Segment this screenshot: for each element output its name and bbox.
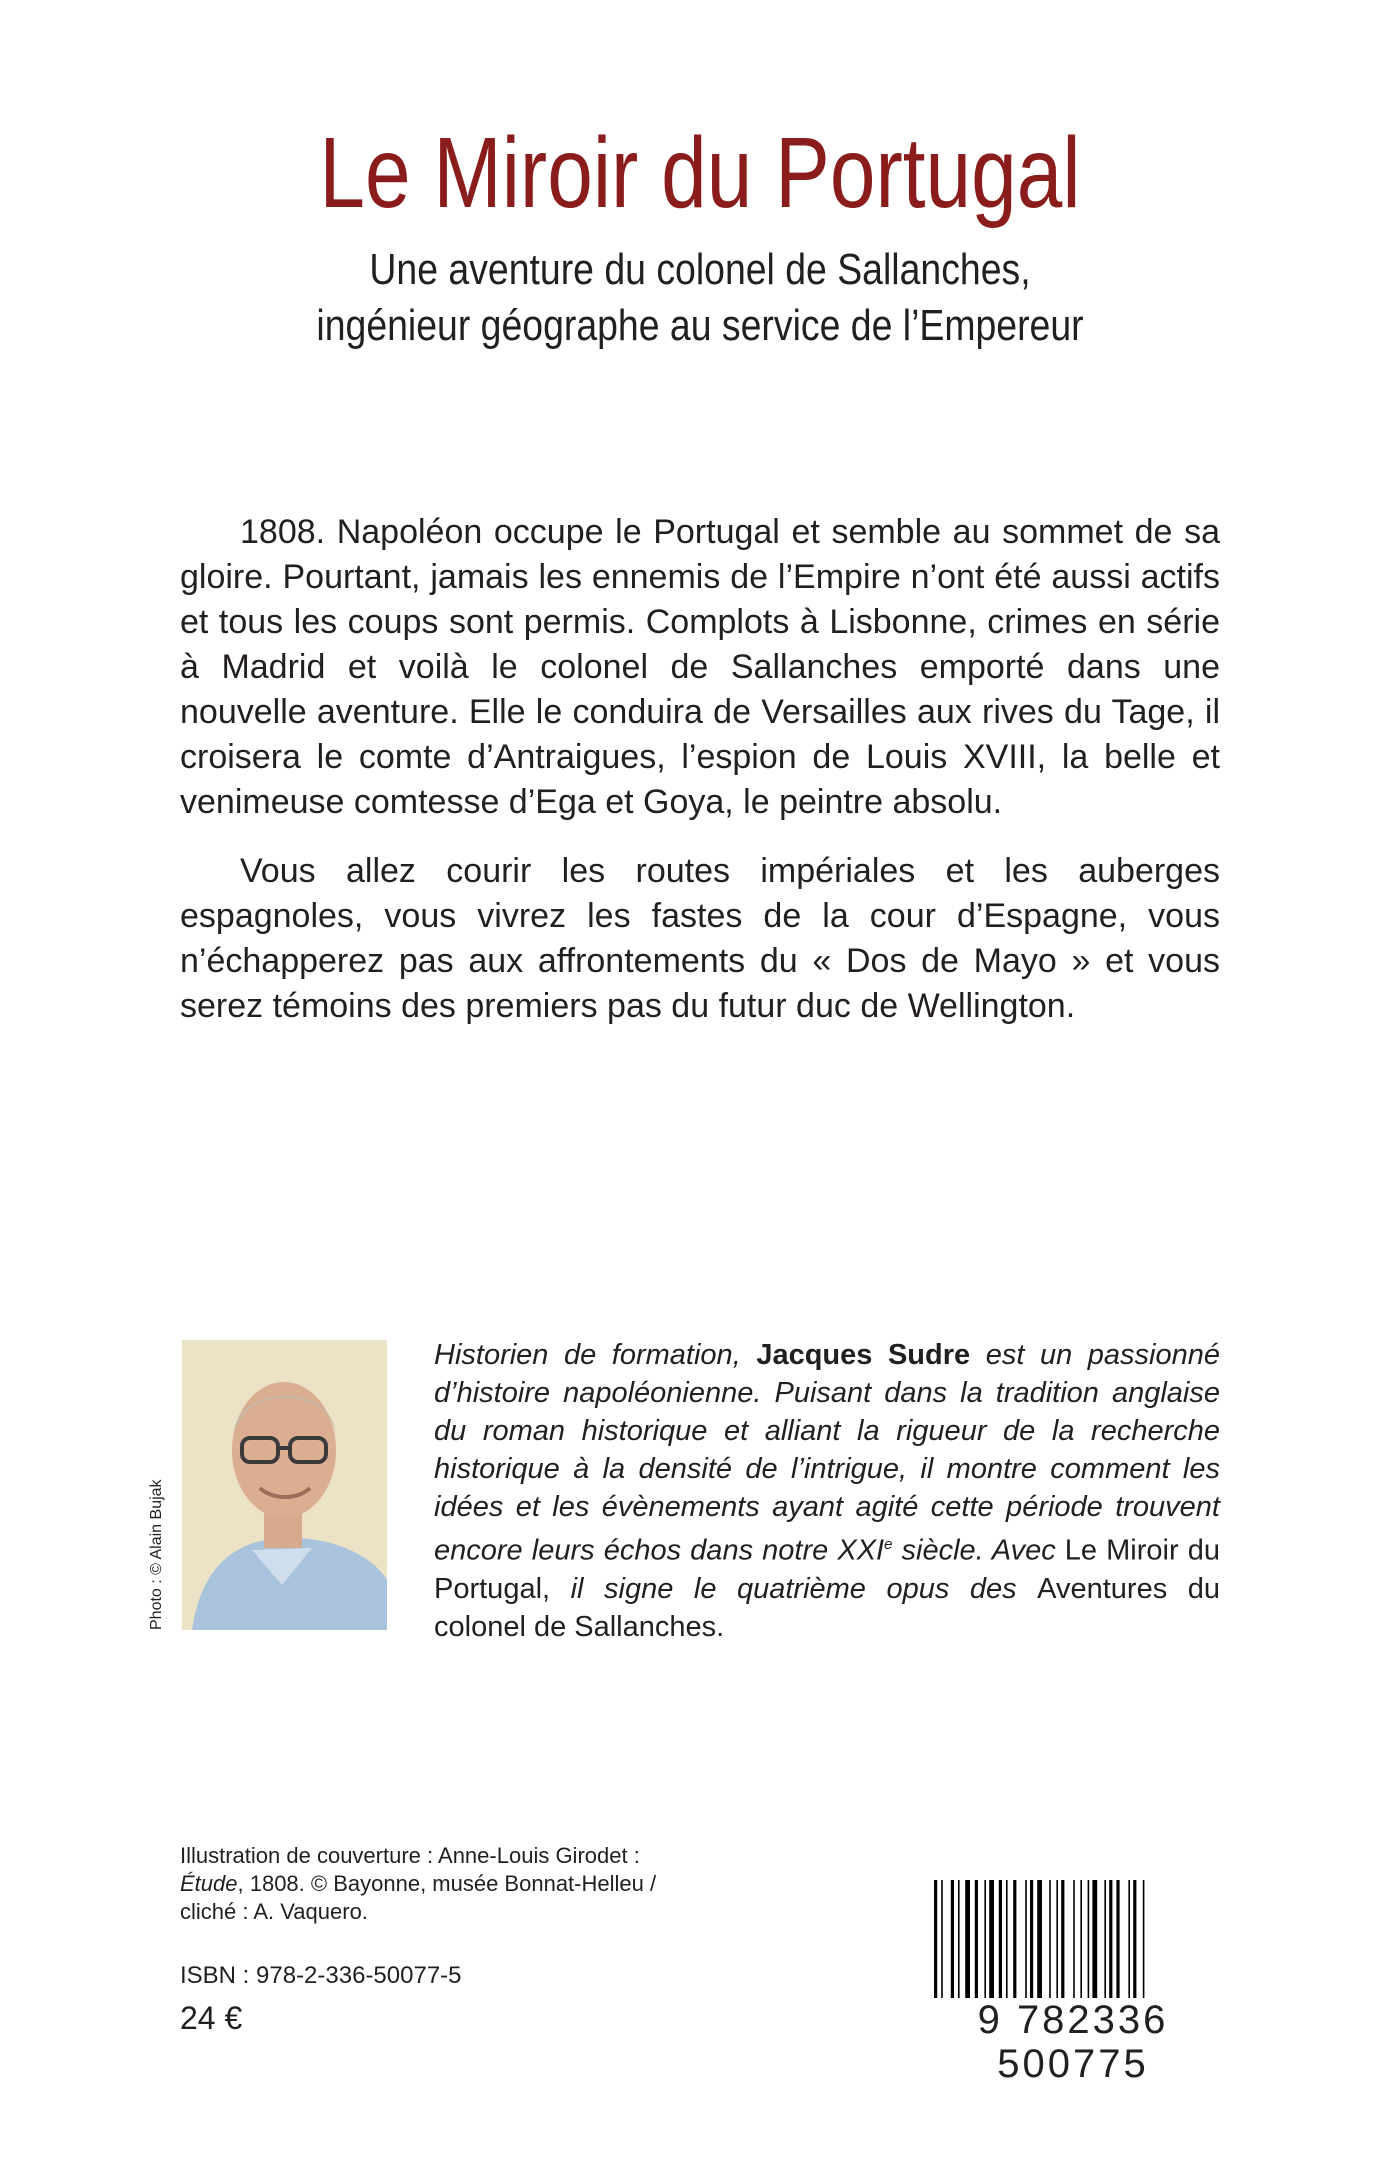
barcode-bar xyxy=(1128,1880,1130,2000)
barcode-bar xyxy=(1061,1880,1064,2000)
book-subtitle xyxy=(105,242,1295,354)
barcode-bar xyxy=(1133,1880,1136,2000)
barcode-bar xyxy=(1080,1880,1082,2000)
price: 24 € xyxy=(180,2000,243,2036)
isbn: ISBN : 978-2-336-50077-5 xyxy=(180,1962,462,1989)
credits-work-title: Étude xyxy=(180,1871,238,1896)
bio-text-3: siècle. Avec xyxy=(901,1534,1056,1567)
author-photo xyxy=(182,1340,387,1630)
barcode-bar xyxy=(965,1880,970,2000)
barcode-bar xyxy=(1037,1880,1042,2000)
barcode-bar xyxy=(941,1880,943,2000)
century-superscript: e xyxy=(884,1536,893,1553)
author-bio xyxy=(434,1336,1220,1646)
bio-text-2: est un passionné d’histoire napoléonienne. Puisant dans la tradition anglaise du roman historique et alliant la rigueur de la recherche historique à la densité de l’intrigue, il montre comment les idées et les évènements ayant agité cette période trouvent encore leurs échos dans notre XXI xyxy=(434,1339,1220,1567)
barcode-bar xyxy=(1006,1880,1008,2000)
bio-text-1: Historien de formation, xyxy=(434,1339,741,1371)
cover-credits xyxy=(180,1842,740,1926)
barcode-bar xyxy=(1088,1880,1090,2000)
barcode-bar xyxy=(1092,1880,1097,2000)
barcode-bar xyxy=(951,1880,954,2000)
subtitle-line-1: Une aventure du colonel de Sallanches, xyxy=(369,245,1031,294)
barcode-bar xyxy=(1109,1880,1112,2000)
photo-credit: Photo : © Alain Bujak xyxy=(148,1479,165,1630)
blurb xyxy=(180,510,1220,1053)
barcode-bar xyxy=(1073,1880,1075,2000)
book-reference: Le Miroir du Portugal, xyxy=(434,1534,1220,1605)
barcode-bar xyxy=(1025,1880,1027,2000)
blurb-paragraph-2: Vous allez courir les routes impériales et les auberges espagnoles, vous vivrez les fastes de la cour d’Espagne, vous n’échapperez pas aux affrontements du « Dos de Mayo » et vous serez témoins des premiers pas du futur duc de Wellington. xyxy=(180,852,1220,1025)
author-portrait-icon xyxy=(182,1340,387,1630)
barcode-bars xyxy=(928,1880,1218,2000)
barcode-bar xyxy=(1013,1880,1016,2000)
bio-text-4: il signe le quatrième opus des xyxy=(570,1572,1017,1605)
barcode-bar xyxy=(989,1880,994,2000)
barcode-bar xyxy=(1143,1880,1145,2000)
barcode-bar xyxy=(1116,1880,1119,2000)
credits-line-2 xyxy=(180,1870,740,1898)
blurb-paragraph-1: 1808. Napoléon occupe le Portugal et semble au sommet de sa gloire. Pourtant, jamais les ennemis de l’Empire n’ont été aussi actifs et tous les coups sont permis. Complots à Lisbonne, crimes en série à Madrid et voilà le colonel de Sallanches emporté dans une nouvelle aventure. Elle le conduira de Versailles aux rives du Tage, il croisera le comte d’Antraigues, l’espion de Louis XVIII, la belle et venimeuse comtesse d’Ega et Goya, le peintre absolu. xyxy=(180,513,1220,821)
barcode-bar xyxy=(999,1880,1002,2000)
barcode-digits: 9 782336 500775 xyxy=(928,1998,1218,2086)
series-reference: Aventures du colonel de Sallanches. xyxy=(434,1572,1220,1643)
author-name: Jacques Sudre xyxy=(756,1339,971,1371)
barcode-bar xyxy=(1030,1880,1033,2000)
subtitle-line-2: ingénieur géographe au service de l’Empereur xyxy=(316,301,1084,350)
credits-line-3: cliché : A. Vaquero. xyxy=(180,1899,368,1924)
barcode-bar xyxy=(984,1880,986,2000)
barcode-bar xyxy=(934,1880,937,2000)
barcode-bar xyxy=(958,1880,960,2000)
book-title: Le Miroir du Portugal xyxy=(319,117,1081,229)
barcode-bar xyxy=(1104,1880,1106,2000)
barcode-bar xyxy=(975,1880,978,2000)
credits-line-2-text: , 1808. © Bayonne, musée Bonnat-Helleu / xyxy=(237,1871,657,1896)
barcode-bar xyxy=(1049,1880,1051,2000)
credits-line-1: Illustration de couverture : Anne-Louis Girodet : xyxy=(180,1843,640,1868)
barcode-bar xyxy=(1056,1880,1058,2000)
